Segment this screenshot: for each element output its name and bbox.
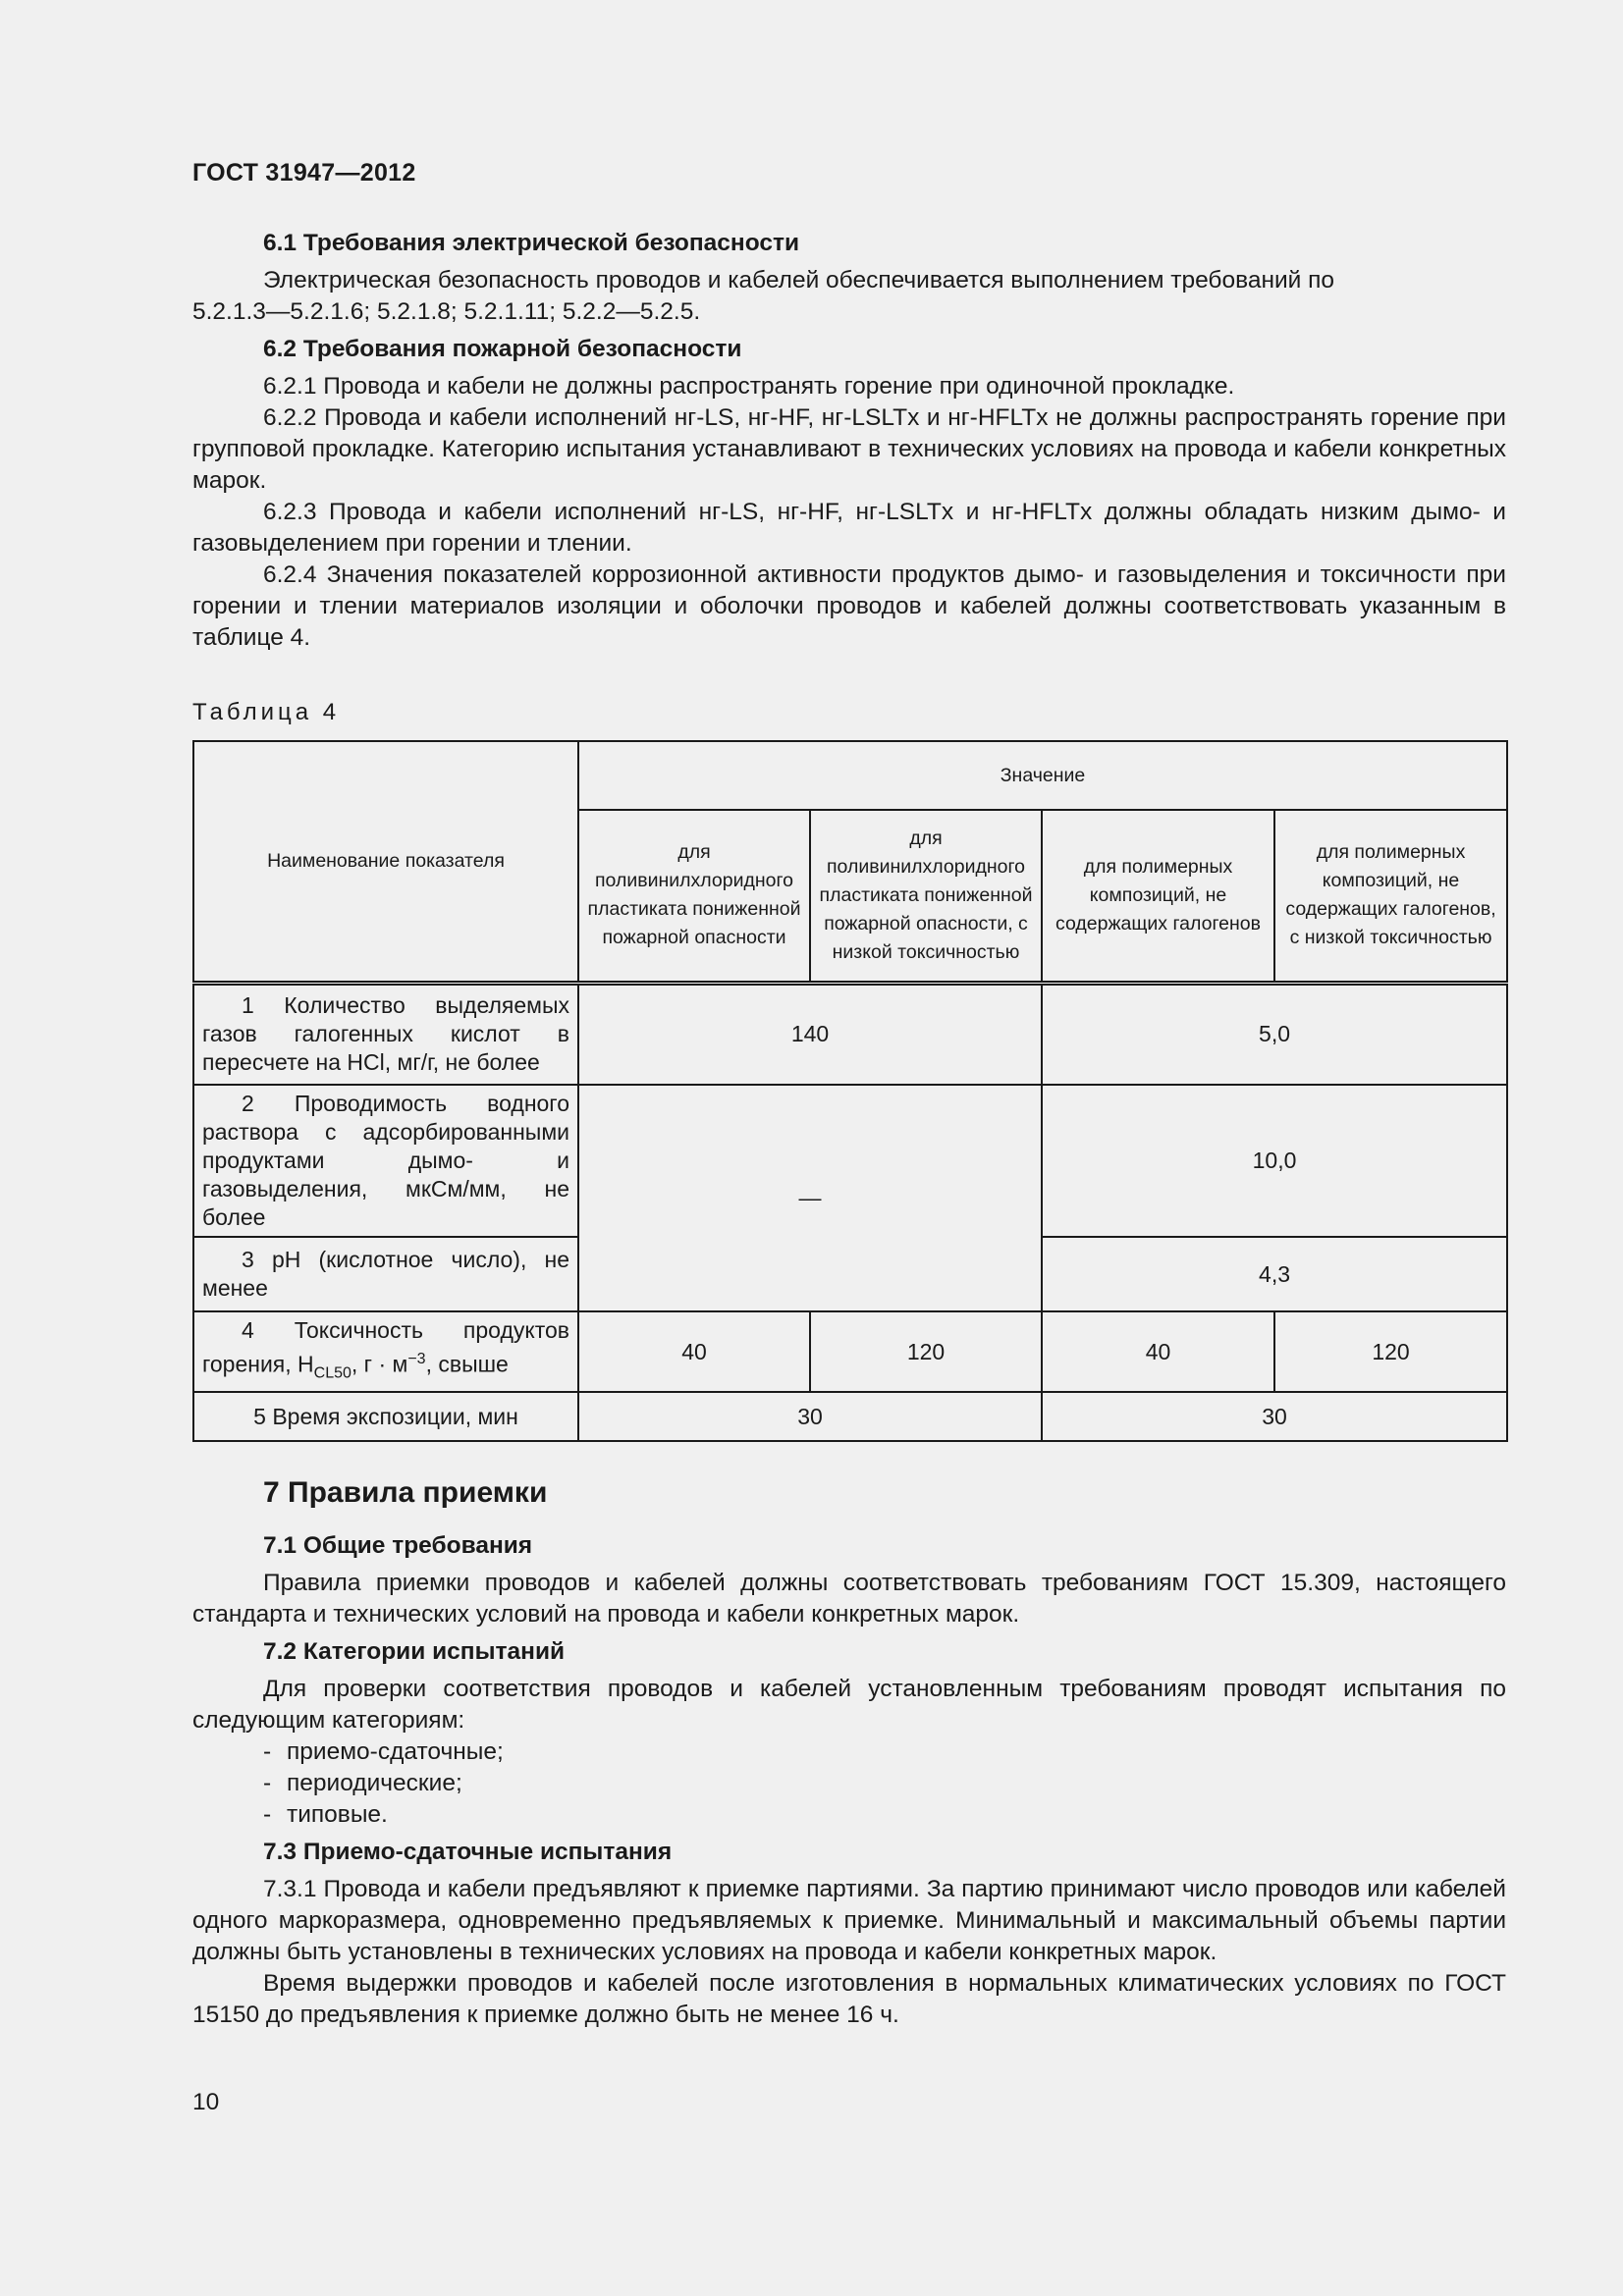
table-row [193, 983, 1507, 1085]
row-2-name: 2 Проводимость водного раствора с адсорбированными продуктами дымо- и газовыделения, мкСм/мм, не более [193, 1085, 578, 1237]
table-label: Таблица 4 [192, 699, 341, 725]
paragraph-6-2-1: 6.2.1 Провода и кабели не должны распространять горение при одиночной прокладке. [263, 373, 1235, 400]
section-6-2-title: 6.2 Требования пожарной безопасности [263, 336, 742, 362]
row-1-name: 1 Количество выделяемых газов галогенных кислот в пересчете на HCl, мг/г, не более [193, 983, 578, 1085]
section-7-2-title: 7.2 Категории испытаний [263, 1638, 566, 1666]
document-code: ГОСТ 31947—2012 [192, 159, 416, 187]
row-5-value-halogen-free: 30 [1042, 1392, 1507, 1441]
section-6-1-text-b: 5.2.1.3—5.2.1.6; 5.2.1.8; 5.2.1.11; 5.2.2—5.2.5. [192, 298, 701, 325]
row-4-value-4: 120 [1274, 1311, 1507, 1392]
paragraph-7-3-1-b: Время выдержки проводов и кабелей после изготовления в нормальных климатических условиях по ГОСТ 15150 до предъявления к приемке должно быть не менее 16 ч. [192, 1970, 1506, 2029]
row-4-name: 4 Токсичность продуктов горения, $H_{CL50}$, $г \cdot м^{-3}$, свыше [193, 1311, 578, 1392]
paragraph-6-2-4: 6.2.4 Значения показателей коррозионной активности продуктов дымо- и газовыделения и токсичности при горении и тлении материалов изоляции и оболочки проводов и кабелей должны соответствовать указанным в таблице 4. [192, 561, 1506, 651]
page-number: 10 [192, 2089, 220, 2115]
section-7-title: 7 Правила приемки [263, 1476, 548, 1510]
table-4 [192, 740, 1508, 1442]
row-2-3-value-pvc: — [578, 1085, 1042, 1311]
row-1-value-halogen-free: 5,0 [1042, 983, 1507, 1085]
list-item: - типовые. [263, 1801, 388, 1829]
section-6-1-text-a: Электрическая безопасность проводов и кабелей обеспечивается выполнением требований по [263, 267, 1335, 294]
table-head-name: Наименование показателя [193, 741, 578, 983]
section-7-2-text: Для проверки соответствия проводов и кабелей установленным требованиям проводят испытания по следующим категориям: [192, 1676, 1506, 1735]
row-3-name: 3 pH (кислотное число), не менее [193, 1237, 578, 1311]
paragraph-6-2-3: 6.2.3 Провода и кабели исполнений нг-LS, нг-HF, нг-LSLTx и нг-HFLTx должны обладать низким дымо- и газовыделением при горении и тлении. [192, 499, 1506, 557]
table-row [193, 1085, 1507, 1237]
section-7-1-title: 7.1 Общие требования [263, 1532, 533, 1560]
section-6-1-title: 6.1 Требования электрической безопасности [263, 230, 800, 256]
table-head-col-pvc: для поливинилхлоридного пластиката пониженной пожарной опасности [578, 810, 810, 983]
table-row [193, 1392, 1507, 1441]
row-5-value-pvc: 30 [578, 1392, 1042, 1441]
table-head-col-halogen-free-lowtox: для полимерных композиций, не содержащих галогенов, с низкой токсичностью [1274, 810, 1507, 983]
table-head-col-pvc-lowtox: для поливинилхлоридного пластиката пониженной пожарной опасности, с низкой токсичностью [810, 810, 1042, 983]
list-item: - периодические; [263, 1770, 462, 1797]
row-5-name: 5 Время экспозиции, мин [193, 1392, 578, 1441]
table-head-col-halogen-free: для полимерных композиций, не содержащих галогенов [1042, 810, 1274, 983]
table-row [193, 1311, 1507, 1392]
page-content [192, 228, 1506, 2031]
paragraph-6-2-2: 6.2.2 Провода и кабели исполнений нг-LS, нг-HF, нг-LSLTx и нг-HFLTx не должны распространять горение при групповой прокладке. Категорию испытания устанавливают в технических условиях на провода и кабели конкретных марок. [192, 404, 1506, 494]
row-2-value-halogen-free: 10,0 [1042, 1085, 1507, 1237]
section-7-3-title: 7.3 Приемо-сдаточные испытания [263, 1839, 673, 1866]
list-item: - приемо-сдаточные; [263, 1738, 504, 1766]
row-1-value-pvc: 140 [578, 983, 1042, 1085]
row-4-value-1: 40 [578, 1311, 810, 1392]
row-3-value-halogen-free: 4,3 [1042, 1237, 1507, 1311]
paragraph-7-3-1: 7.3.1 Провода и кабели предъявляют к приемке партиями. За партию принимают число проводов или кабелей одного маркоразмера, одновременно предъявляемых к приемке. Минимальный и максимальный объемы партии должны быть установлены в технических условиях на провода и кабели конкретных марок. [192, 1876, 1506, 1966]
section-7-1-text: Правила приемки проводов и кабелей должны соответствовать требованиям ГОСТ 15.309, настоящего стандарта и технических условий на провода и кабели конкретных марок. [192, 1570, 1506, 1629]
table-head-value: Значение [578, 741, 1507, 810]
row-4-value-2: 120 [810, 1311, 1042, 1392]
row-4-value-3: 40 [1042, 1311, 1274, 1392]
